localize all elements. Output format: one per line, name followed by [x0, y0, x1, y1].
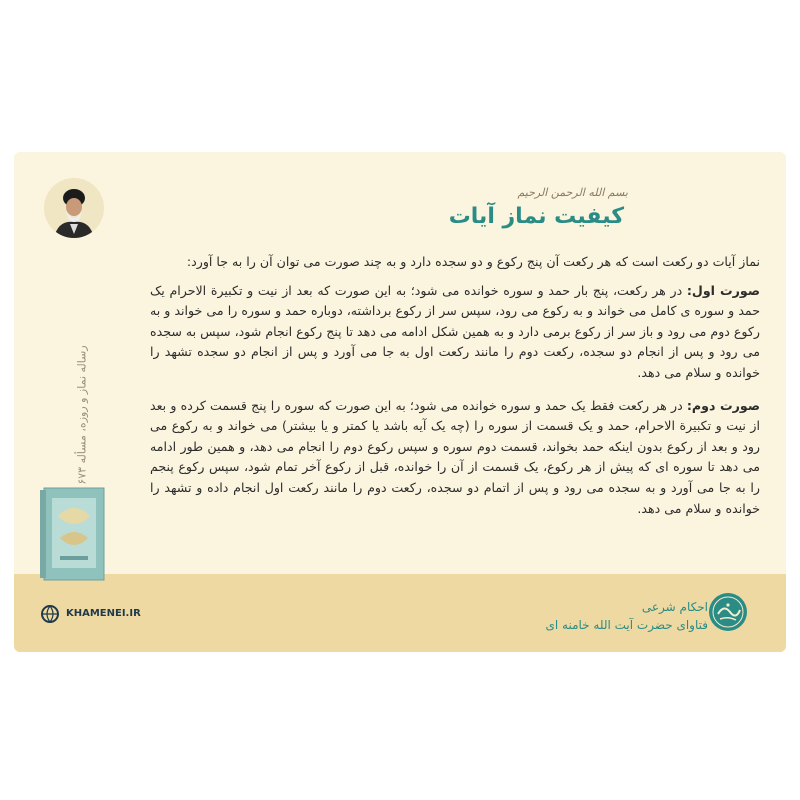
article-body — [150, 252, 760, 531]
khamenei-logo[interactable] — [40, 604, 140, 624]
intro-paragraph: نماز آیات دو رکعت است که هر رکعت آن پنج رکوع و دو سجده دارد و به چند صورت می توان آن را به جا آورد: — [186, 254, 760, 269]
section-1-heading: صورت اول: — [686, 282, 760, 298]
section-2-text: در هر رکعت فقط یک حمد و سوره خوانده می شود؛ به این صورت که سوره را پنج قسمت کرده و بعد از نیت و تکبیرة الاحرام، حمد و یک قسمت از سوره را (چه یک آیه باشد یا کمتر و یا بیشتر) می خواند و به رکوع می رود و بعد از رکوع بدون اینکه حمد بخواند، قسمت دوم سوره و سپس رکوع دوم را انجام می دهد، و همین طور ادامه می دهد تا سوره ای که پیش از هر رکوع، یک قسمت از آن را خوانده، قبل از رکوع آخر تمام شود، سپس رکوع پنجم را به جا می آورد و به سجده می رود و پس از اتمام دو سجده، رکعت دوم را مانند رکعت اول انجام داده و تشهد را خوانده و سلام می دهد. — [150, 397, 760, 516]
section-2 — [150, 396, 760, 520]
avatar — [44, 178, 104, 238]
footer-line-2: فتاوای حضرت آیت الله خامنه ای — [545, 618, 708, 632]
footer-caption — [546, 598, 709, 634]
section-1 — [150, 281, 760, 384]
seal — [708, 592, 748, 632]
globe-icon — [40, 604, 60, 624]
footer-line-1: احکام شرعی — [641, 600, 708, 614]
calligraphy-seal-icon — [708, 592, 748, 632]
basmala: بسم الله الرحمن الرحیم — [517, 186, 628, 199]
book-cover — [38, 486, 110, 584]
portrait-icon — [44, 178, 104, 238]
section-1-text: در هر رکعت، پنج بار حمد و سوره خوانده می شود؛ به این صورت که بعد از نیت و تکبیرة الاحرام یک حمد و سوره ی کامل می خواند و به رکوع می رود، سپس سر از رکوع برداشته، دوباره حمد و سوره را می خواند و به رکوع دوم می رود و باز سر از رکوع برمی دارد و به همین شکل ادامه می دهد تا پنج رکوع انجام شود، سپس به سجده می رود و پس از انجام دو سجده، رکعت دوم را مانند رکعت اول به جا می آورد و پس از انجام دو سجده تشهد را خوانده و سلام می دهد. — [150, 282, 760, 380]
section-2-heading: صورت دوم: — [686, 397, 760, 413]
book-cover-icon — [38, 486, 110, 584]
source-label: رساله نماز و روزه، مسأله ۶۷۳ — [75, 345, 89, 485]
logo-text: KHAMENEI.IR — [66, 608, 141, 619]
page-title: کیفیت نماز آیات — [448, 204, 624, 229]
